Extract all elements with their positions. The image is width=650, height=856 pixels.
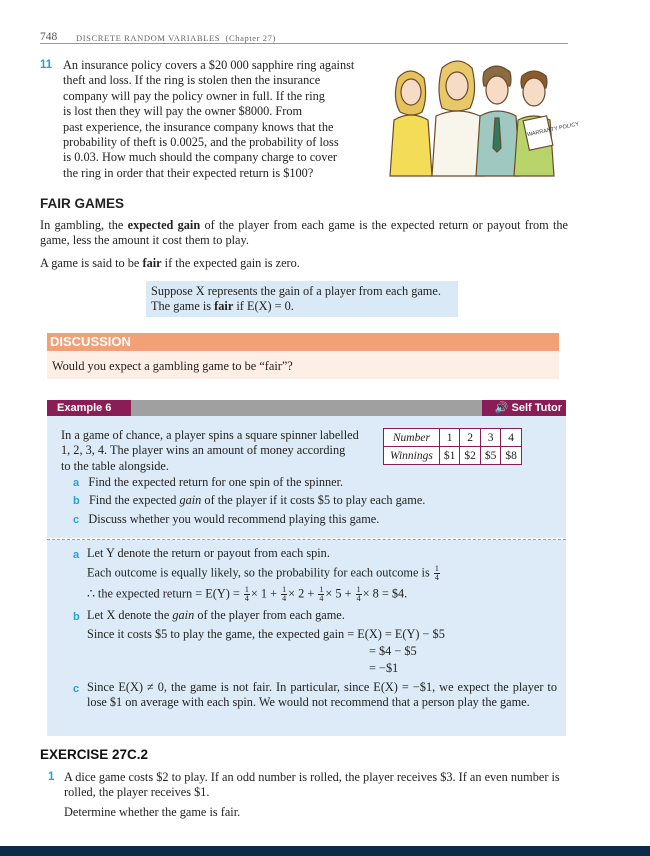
example-intro: In a game of chance, a player spins a square spinner labelled 1, 2, 3, 4. The player wins an amount of money according to the table alongside. <box>61 428 359 473</box>
fair-game-definition: A game is said to be fair if the expected gain is zero. <box>40 256 300 270</box>
solution-a-line2: Each outcome is equally likely, so the probability for each outcome is $\frac{1}{4}$ <box>87 564 439 582</box>
fair-games-paragraph: In gambling, the expected gain of the player from each game is the expected return or payout from the game, less the amount it cost them to play. <box>40 218 568 248</box>
exercise-question-instruction: Determine whether the game is fair. <box>64 805 241 819</box>
solution-b-line3: = $4 − $5 <box>369 644 417 658</box>
policy-document-label: WARRANTY POLICY <box>526 121 580 139</box>
page-number: 748 <box>40 31 58 43</box>
fair-box-line1: Suppose X represents the gain of a player from each game. <box>151 284 441 298</box>
fair-box-line2: The game is fair if E(X) = 0. <box>151 299 294 314</box>
self-tutor-button[interactable]: 🔊 Self Tutor <box>482 400 566 416</box>
solution-c-label: c <box>73 683 80 695</box>
discussion-title: DISCUSSION <box>50 334 131 349</box>
bottom-bar <box>0 846 650 856</box>
header-rule <box>40 43 568 44</box>
solution-a-label: a <box>73 549 80 561</box>
part-a: a Find the expected return for one spin of the spinner. <box>73 475 344 489</box>
solution-b-label: b <box>73 611 80 623</box>
running-title: DISCRETE RANDOM VARIABLES (Chapter 27) <box>76 33 276 43</box>
insurance-people-illustration <box>376 58 580 176</box>
discussion-question: Would you expect a gambling game to be “fair”? <box>52 359 293 373</box>
exercise-heading: EXERCISE 27C.2 <box>40 747 149 762</box>
part-c: c Discuss whether you would recommend playing this game. <box>73 512 380 526</box>
winnings-table <box>383 428 522 465</box>
solution-b-line1: Let X denote the gain of the player from each game. <box>87 608 345 622</box>
solution-a-line1: Let Y denote the return or payout from each spin. <box>87 546 330 560</box>
solution-b-line4: = −$1 <box>369 661 399 675</box>
fair-game-box <box>146 281 458 317</box>
exercise-question-number: 1 <box>48 771 55 783</box>
solution-c-text: Since E(X) ≠ 0, the game is not fair. In particular, since E(X) = −$1, we expect the player to lose $1 on average with each spin. We would not recommend that a person play the game. <box>87 680 557 710</box>
table-row: Number 1 2 3 4 <box>384 429 522 447</box>
table-row: Winnings $1 $2 $5 $8 <box>384 447 522 465</box>
exercise-question-text: A dice game costs $2 to play. If an odd number is rolled, the player receives $3. If an even number is rolled, the player receives $1. <box>64 770 560 800</box>
question-number: 11 <box>40 59 53 71</box>
speaker-icon: 🔊 <box>494 402 512 414</box>
fair-games-heading: FAIR GAMES <box>40 196 125 211</box>
solution-b-line2: Since it costs $5 to play the game, the expected gain = E(X) = E(Y) − $5 <box>87 627 445 641</box>
part-b: b Find the expected gain of the player if it costs $5 to play each game. <box>73 493 426 507</box>
question-11-text: An insurance policy covers a $20 000 sapphire ring against theft and loss. If the ring is stolen then the insurance company will pay the policy owner in full. If the ring is lost then they will pay the owner $8000. From past experience, the insurance company knows that the probability of theft is 0.0025, and the probability of loss is 0.03. How much should the company charge to cover the ring in order that their expected return is $100? <box>63 58 355 180</box>
example-label: Example 6 <box>47 400 131 416</box>
solution-a-line3: ∴ the expected return = E(Y) = $\frac{1}{4}$ × 1 + $\frac{1}{4}$ × 2 + $\frac{1}{4}$ × 5 + $\frac{1}{4}$ × 8 = $4. <box>87 585 408 603</box>
